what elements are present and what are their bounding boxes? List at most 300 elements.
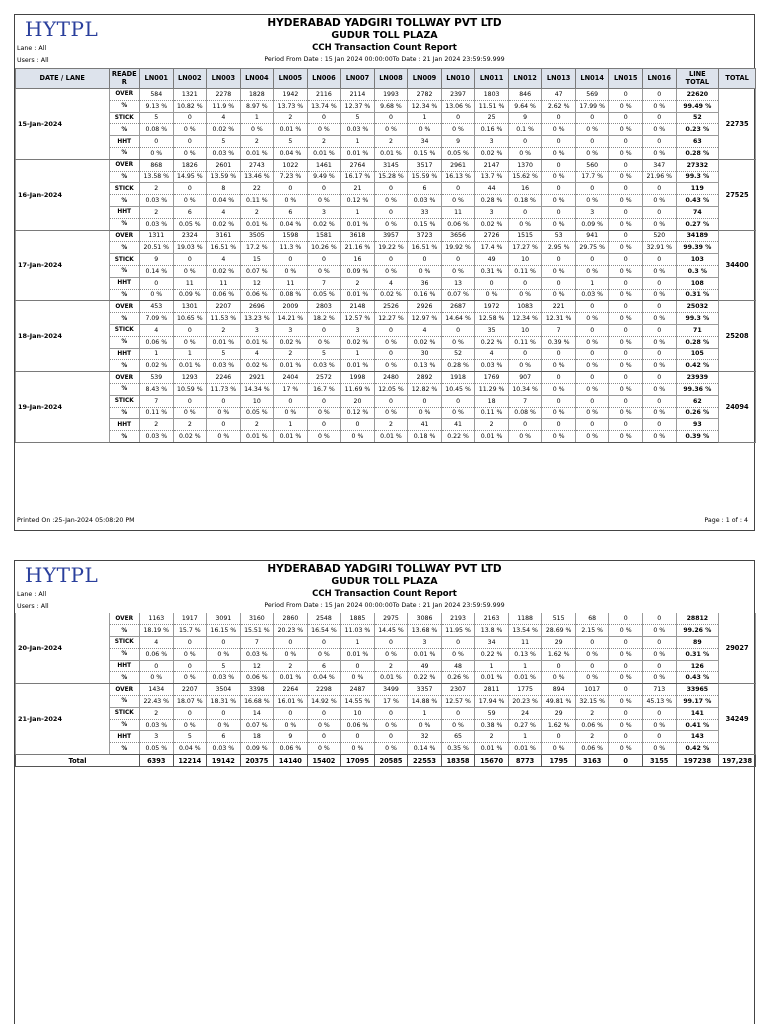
lane-value-cell: 1775 (508, 684, 542, 696)
lane-value-cell: 0 % (508, 218, 542, 230)
lane-value-cell: 0 % (642, 648, 676, 660)
lane-value-cell: 0 % (609, 383, 643, 395)
day-total-cell: 25208 (719, 301, 756, 372)
lane-value-cell: 12.57 % (341, 313, 375, 325)
lane-value-cell: 2921 (240, 372, 274, 384)
lane-value-cell: 0 % (609, 218, 643, 230)
lane-value-cell: 0.27 % (508, 719, 542, 731)
lane-value-cell: 0 (609, 112, 643, 124)
lane-value-cell: 0 % (609, 171, 643, 183)
lane-value-cell: 1434 (140, 684, 174, 696)
lane-value-cell: 569 (575, 89, 609, 101)
lane-value-cell: 0.38 % (475, 719, 509, 731)
lane-value-cell: 221 (542, 301, 576, 313)
table-row (16, 112, 756, 124)
reader-cell: HHT (109, 136, 139, 148)
lane-value-cell: 1515 (508, 230, 542, 242)
reader-cell: STICK (109, 183, 139, 195)
lane-value-cell: 0.03 % (140, 431, 174, 443)
lane-value-cell: 0.03 % (341, 124, 375, 136)
lane-value-cell: 1 (575, 277, 609, 289)
lane-value-cell: 0 % (274, 407, 308, 419)
table-row (16, 265, 756, 277)
lane-value-cell: 0 % (274, 719, 308, 731)
lane-value-cell: 2147 (475, 159, 509, 171)
line-total-cell: 119 (676, 183, 719, 195)
lane-value-cell: 0.12 % (341, 407, 375, 419)
lane-value-cell: 0 % (374, 124, 408, 136)
lane-value-cell: 1293 (173, 372, 207, 384)
lane-value-cell: 0 (374, 707, 408, 719)
lane-value-cell: 3086 (408, 613, 442, 625)
day-total-cell: 24094 (719, 372, 756, 443)
lane-value-cell: 1.62 % (542, 648, 576, 660)
lane-value-cell: 0 % (475, 289, 509, 301)
lane-value-cell: 0 % (374, 195, 408, 207)
lane-value-cell: 2526 (374, 301, 408, 313)
lane-value-cell: 0 % (609, 100, 643, 112)
lane-value-cell: 0.14 % (140, 265, 174, 277)
reader-cell: % (109, 672, 139, 684)
lane-value-cell: 20.23 % (508, 696, 542, 708)
lane-value-cell: 0 % (642, 625, 676, 637)
lane-value-cell: 0 (575, 324, 609, 336)
reader-cell: % (109, 100, 139, 112)
column-header: LN011 (475, 69, 509, 89)
lane-value-cell: 0 (642, 254, 676, 266)
line-total-cell: 99.39 % (676, 242, 719, 254)
lane-value-cell: 0 % (642, 743, 676, 755)
lane-value-cell: 13.74 % (307, 100, 341, 112)
lane-total-cell: 12214 (173, 755, 207, 767)
lane-value-cell: 0 % (207, 431, 241, 443)
lane-value-cell: 0 % (609, 124, 643, 136)
lane-value-cell: 7.09 % (140, 313, 174, 325)
lane-value-cell: 0.04 % (274, 218, 308, 230)
lane-value-cell: 34 (475, 637, 509, 649)
lane-value-cell: 0 (207, 707, 241, 719)
lane-value-cell: 3091 (207, 613, 241, 625)
lane-value-cell: 0 (173, 183, 207, 195)
lane-value-cell: 0 (274, 395, 308, 407)
lane-value-cell: 0 % (508, 147, 542, 159)
report-page-1 (14, 14, 755, 531)
reader-cell: % (109, 743, 139, 755)
lane-value-cell: 13.46 % (240, 171, 274, 183)
date-cell: 17-Jan-2024 (16, 230, 110, 301)
lane-value-cell: 15.62 % (508, 171, 542, 183)
lane-value-cell: 0 % (408, 124, 442, 136)
lane-value-cell: 0 % (575, 147, 609, 159)
lane-value-cell: 0 (307, 731, 341, 743)
lane-value-cell: 0 (408, 395, 442, 407)
lane-value-cell: 1 (240, 112, 274, 124)
reader-cell: OVER (109, 613, 139, 625)
lane-value-cell: 0.11 % (508, 336, 542, 348)
lane-value-cell: 2 (307, 136, 341, 148)
lane-value-cell: 1 (341, 136, 375, 148)
lane-value-cell: 0.22 % (408, 672, 442, 684)
lane-value-cell: 0.06 % (140, 648, 174, 660)
lane-value-cell: 0 % (542, 289, 576, 301)
lane-value-cell: 2 (173, 419, 207, 431)
lane-value-cell: 2782 (408, 89, 442, 101)
table-row (16, 696, 756, 708)
lane-value-cell: 17.7 % (575, 171, 609, 183)
lane-value-cell: 0 % (542, 218, 576, 230)
lane-value-cell: 0 (542, 731, 576, 743)
lane-value-cell: 7 (542, 324, 576, 336)
reader-cell: % (109, 648, 139, 660)
lane-value-cell: 868 (140, 159, 174, 171)
lane-value-cell: 0.06 % (441, 218, 475, 230)
lane-value-cell: 8.97 % (240, 100, 274, 112)
lane-total-cell: 8773 (508, 755, 542, 767)
reader-cell: HHT (109, 277, 139, 289)
lane-value-cell: 0 (374, 348, 408, 360)
lane-value-cell: 2404 (274, 372, 308, 384)
lane-value-cell: 16.01 % (274, 696, 308, 708)
lane-value-cell: 18.19 % (140, 625, 174, 637)
lane-value-cell: 0 (307, 254, 341, 266)
lane-value-cell: 0 (441, 254, 475, 266)
lane-value-cell: 907 (508, 372, 542, 384)
lane-value-cell: 0.12 % (341, 195, 375, 207)
lane-value-cell: 10 (240, 395, 274, 407)
lane-value-cell: 12 (240, 660, 274, 672)
lane-value-cell: 3 (475, 136, 509, 148)
lane-value-cell: 0 (642, 372, 676, 384)
lane-value-cell: 1083 (508, 301, 542, 313)
lane-value-cell: 22 (240, 183, 274, 195)
lane-filter: Lane : All (17, 45, 47, 52)
lane-value-cell: 0 (374, 731, 408, 743)
lane-value-cell: 0.01 % (274, 360, 308, 372)
lane-value-cell: 0 % (609, 195, 643, 207)
lane-value-cell: 0 (575, 112, 609, 124)
date-cell: 15-Jan-2024 (16, 89, 110, 160)
table-row (16, 313, 756, 325)
lane-value-cell: 0 (207, 395, 241, 407)
lane-value-cell: 0.02 % (408, 336, 442, 348)
lane-value-cell: 0 % (374, 218, 408, 230)
lane-value-cell: 2116 (307, 89, 341, 101)
lane-value-cell: 0 (575, 136, 609, 148)
lane-value-cell: 17.27 % (508, 242, 542, 254)
lane-value-cell: 0 (542, 419, 576, 431)
lane-value-cell: 0 % (441, 336, 475, 348)
lane-value-cell: 4 (207, 254, 241, 266)
lane-value-cell: 10.65 % (173, 313, 207, 325)
line-total-cell: 27332 (676, 159, 719, 171)
line-total-cell: 0.39 % (676, 431, 719, 443)
lane-value-cell: 0 % (642, 195, 676, 207)
reader-cell: OVER (109, 159, 139, 171)
lane-value-cell: 13.68 % (408, 625, 442, 637)
table-row (16, 419, 756, 431)
lane-value-cell: 1917 (173, 613, 207, 625)
lane-value-cell: 11.03 % (341, 625, 375, 637)
lane-total-cell: 18358 (441, 755, 475, 767)
lane-value-cell: 0.28 % (441, 360, 475, 372)
lane-value-cell: 6 (408, 183, 442, 195)
grand-total-cell: 197,238 (719, 755, 756, 767)
lane-value-cell: 2803 (307, 301, 341, 313)
lane-value-cell: 0 (642, 419, 676, 431)
lane-value-cell: 16.13 % (441, 171, 475, 183)
lane-value-cell: 16.68 % (240, 696, 274, 708)
lane-value-cell: 0.26 % (441, 672, 475, 684)
lane-value-cell: 0.02 % (374, 289, 408, 301)
lane-value-cell: 1885 (341, 613, 375, 625)
lane-value-cell: 0.16 % (475, 124, 509, 136)
lane-value-cell: 1769 (475, 372, 509, 384)
lane-value-cell: 0.01 % (307, 147, 341, 159)
lane-value-cell: 0 % (408, 407, 442, 419)
lane-value-cell: 0 % (542, 147, 576, 159)
lane-value-cell: 0 (274, 183, 308, 195)
lane-value-cell: 0.11 % (240, 195, 274, 207)
reader-cell: OVER (109, 89, 139, 101)
lane-value-cell: 0.01 % (508, 743, 542, 755)
lane-value-cell: 0 % (274, 195, 308, 207)
lane-value-cell: 0.14 % (408, 743, 442, 755)
lane-value-cell: 1918 (441, 372, 475, 384)
lane-value-cell: 0 (609, 660, 643, 672)
lane-value-cell: 14.92 % (307, 696, 341, 708)
lane-value-cell: 0 % (542, 265, 576, 277)
column-header: READE R (109, 69, 139, 89)
lane-value-cell: 0 (173, 254, 207, 266)
lane-value-cell: 0 % (575, 195, 609, 207)
lane-value-cell: 2743 (240, 159, 274, 171)
table-row (16, 348, 756, 360)
lane-value-cell: 7.23 % (274, 171, 308, 183)
lane-value-cell: 0 % (542, 431, 576, 443)
lane-value-cell: 3145 (374, 159, 408, 171)
reader-cell: % (109, 171, 139, 183)
lane-value-cell: 1 (140, 348, 174, 360)
lane-value-cell: 2961 (441, 159, 475, 171)
lane-value-cell: 0 % (173, 147, 207, 159)
column-header: DATE / LANE (16, 69, 110, 89)
lane-value-cell: 4 (408, 324, 442, 336)
lane-value-cell: 0.06 % (575, 719, 609, 731)
lane-value-cell: 3505 (240, 230, 274, 242)
lane-value-cell: 14.95 % (173, 171, 207, 183)
lane-value-cell: 1 (173, 348, 207, 360)
lane-value-cell: 0 % (508, 289, 542, 301)
lane-value-cell: 0.35 % (441, 743, 475, 755)
total-label: Total (16, 755, 140, 767)
table-row (16, 660, 756, 672)
lane-value-cell: 3 (575, 206, 609, 218)
lane-value-cell: 5 (207, 660, 241, 672)
lane-value-cell: 0 % (374, 743, 408, 755)
lane-value-cell: 10 (508, 254, 542, 266)
lane-value-cell: 0 (575, 301, 609, 313)
lane-value-cell: 0.01 % (240, 431, 274, 443)
lane-value-cell: 0 % (609, 265, 643, 277)
lane-value-cell: 0 (609, 230, 643, 242)
lane-value-cell: 10.82 % (173, 100, 207, 112)
lane-value-cell: 0 % (642, 313, 676, 325)
lane-value-cell: 16.51 % (408, 242, 442, 254)
lane-value-cell: 0.31 % (475, 265, 509, 277)
report-title: CCH Transaction Count Report (312, 589, 457, 599)
lane-value-cell: 0 (609, 419, 643, 431)
lane-value-cell: 584 (140, 89, 174, 101)
lane-value-cell: 0 % (374, 719, 408, 731)
lane-value-cell: 15.51 % (240, 625, 274, 637)
users-filter: Users : All (17, 603, 49, 610)
column-header: LN013 (542, 69, 576, 89)
lane-value-cell: 0 % (441, 265, 475, 277)
lane-value-cell: 18 (240, 731, 274, 743)
lane-value-cell: 0 % (508, 431, 542, 443)
transaction-table (15, 68, 756, 443)
lane-value-cell: 9.68 % (374, 100, 408, 112)
lane-value-cell: 0 % (642, 336, 676, 348)
lane-value-cell: 0 (374, 637, 408, 649)
lane-value-cell: 0 % (207, 407, 241, 419)
lane-value-cell: 0.06 % (140, 336, 174, 348)
column-header: LN004 (240, 69, 274, 89)
lane-value-cell: 0 % (374, 360, 408, 372)
lane-value-cell: 0.01 % (274, 672, 308, 684)
lane-value-cell: 1803 (475, 89, 509, 101)
lane-value-cell: 3 (274, 324, 308, 336)
lane-value-cell: 0.08 % (274, 289, 308, 301)
lane-value-cell: 0 % (609, 648, 643, 660)
date-cell: 20-Jan-2024 (16, 613, 110, 684)
lane-value-cell: 0 % (441, 407, 475, 419)
lane-value-cell: 16.51 % (207, 242, 241, 254)
line-total-cell: 34189 (676, 230, 719, 242)
lane-value-cell: 0 % (542, 743, 576, 755)
lane-value-cell: 0 % (575, 431, 609, 443)
lane-value-cell: 11.3 % (274, 242, 308, 254)
day-total-cell: 29027 (719, 613, 756, 684)
date-cell: 19-Jan-2024 (16, 372, 110, 443)
line-total-cell: 108 (676, 277, 719, 289)
lane-value-cell: 2926 (408, 301, 442, 313)
lane-value-cell: 0.06 % (341, 719, 375, 731)
lane-value-cell: 0 (508, 419, 542, 431)
lane-value-cell: 560 (575, 159, 609, 171)
line-total-cell: 25032 (676, 301, 719, 313)
lane-value-cell: 0 (207, 637, 241, 649)
lane-value-cell: 0 % (542, 360, 576, 372)
lane-value-cell: 0 (307, 707, 341, 719)
lane-value-cell: 13.8 % (475, 625, 509, 637)
lane-value-cell: 0 (307, 637, 341, 649)
lane-value-cell: 0 % (207, 719, 241, 731)
table-row (16, 707, 756, 719)
line-total-cell: 99.3 % (676, 313, 719, 325)
lane-value-cell: 14.64 % (441, 313, 475, 325)
lane-value-cell: 13.73 % (274, 100, 308, 112)
lane-value-cell: 2.95 % (542, 242, 576, 254)
lane-value-cell: 0.06 % (274, 743, 308, 755)
lane-value-cell: 4 (207, 206, 241, 218)
total-row (16, 755, 756, 767)
lane-value-cell: 5 (207, 348, 241, 360)
lane-value-cell: 0.06 % (575, 743, 609, 755)
lane-value-cell: 0 % (609, 625, 643, 637)
line-total-cell: 0.43 % (676, 195, 719, 207)
lane-value-cell: 0.09 % (341, 265, 375, 277)
lane-value-cell: 0 (575, 395, 609, 407)
column-header: LN009 (408, 69, 442, 89)
lane-value-cell: 1.62 % (542, 719, 576, 731)
lane-value-cell: 0 % (274, 648, 308, 660)
line-total-cell: 0.23 % (676, 124, 719, 136)
lane-value-cell: 5 (307, 348, 341, 360)
lane-value-cell: 0 % (642, 100, 676, 112)
lane-value-cell: 6 (307, 660, 341, 672)
reader-cell: STICK (109, 637, 139, 649)
lane-value-cell: 0 % (542, 124, 576, 136)
lane-value-cell: 2278 (207, 89, 241, 101)
date-cell: 21-Jan-2024 (16, 684, 110, 755)
lane-value-cell: 41 (408, 419, 442, 431)
lane-value-cell: 0 (307, 112, 341, 124)
lane-value-cell: 0.04 % (307, 672, 341, 684)
lane-value-cell: 2193 (441, 613, 475, 625)
lane-value-cell: 12.34 % (508, 313, 542, 325)
lane-value-cell: 48 (441, 660, 475, 672)
lane-value-cell: 0.05 % (173, 218, 207, 230)
lane-value-cell: 894 (542, 684, 576, 696)
lane-value-cell: 20 (341, 395, 375, 407)
lane-value-cell: 1461 (307, 159, 341, 171)
reader-cell: HHT (109, 206, 139, 218)
lane-value-cell: 0.03 % (307, 360, 341, 372)
lane-value-cell: 3618 (341, 230, 375, 242)
line-total-cell: 99.17 % (676, 696, 719, 708)
lane-value-cell: 2298 (307, 684, 341, 696)
lane-value-cell: 5 (140, 112, 174, 124)
lane-value-cell: 29.75 % (575, 242, 609, 254)
lane-value-cell: 0.07 % (240, 719, 274, 731)
lane-value-cell: 0 % (408, 719, 442, 731)
lane-value-cell: 1 (341, 637, 375, 649)
line-total-cell: 0.28 % (676, 336, 719, 348)
lane-value-cell: 0 (575, 419, 609, 431)
lane-value-cell: 3499 (374, 684, 408, 696)
lane-value-cell: 2 (374, 136, 408, 148)
lane-value-cell: 3 (307, 206, 341, 218)
lane-value-cell: 0 (173, 395, 207, 407)
lane-value-cell: 0 % (374, 407, 408, 419)
lane-value-cell: 0 (642, 136, 676, 148)
lane-value-cell: 0 (575, 372, 609, 384)
lane-value-cell: 0 (609, 348, 643, 360)
lane-value-cell: 0.01 % (274, 431, 308, 443)
line-total-cell: 103 (676, 254, 719, 266)
lane-value-cell: 4 (207, 112, 241, 124)
lane-value-cell: 1022 (274, 159, 308, 171)
lane-value-cell: 13.7 % (475, 171, 509, 183)
lane-value-cell: 2397 (441, 89, 475, 101)
lane-value-cell: 12.58 % (475, 313, 509, 325)
lane-value-cell: 0.01 % (240, 147, 274, 159)
lane-value-cell: 19.03 % (173, 242, 207, 254)
table-row (16, 289, 756, 301)
plaza-name: GUDUR TOLL PLAZA (331, 576, 438, 587)
lane-value-cell: 6 (207, 731, 241, 743)
